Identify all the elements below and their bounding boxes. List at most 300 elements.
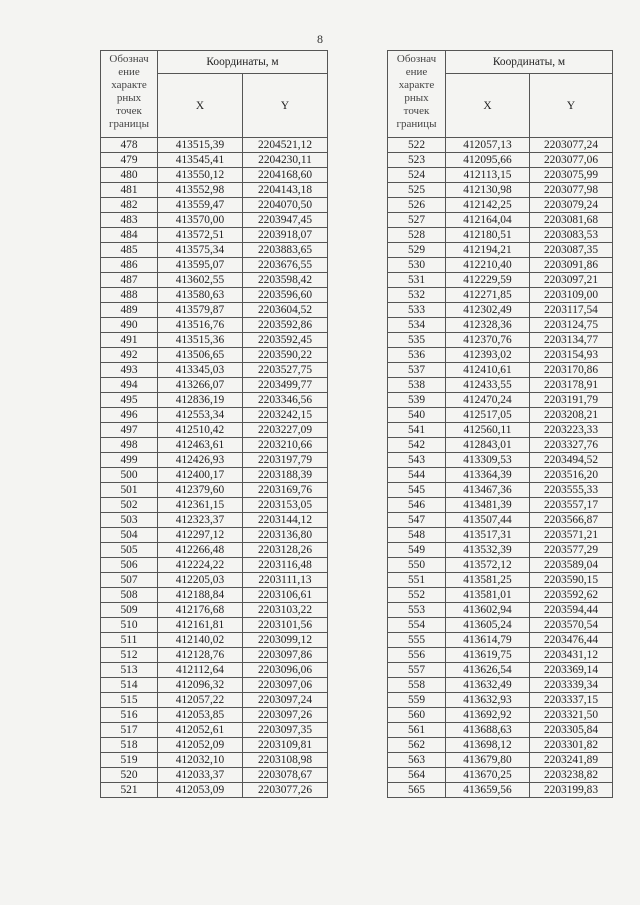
x-coordinate: 412836,19	[158, 393, 243, 408]
x-coordinate: 413670,25	[446, 768, 530, 783]
coordinates-header: Координаты, м	[446, 51, 613, 74]
x-coordinate: 413572,12	[446, 558, 530, 573]
x-coordinate: 413570,00	[158, 213, 243, 228]
point-number: 535	[388, 333, 446, 348]
x-coordinate: 413467,36	[446, 483, 530, 498]
x-coordinate: 413619,75	[446, 648, 530, 663]
x-coordinate: 413614,79	[446, 633, 530, 648]
table-row	[101, 213, 328, 228]
y-coordinate: 2203117,54	[530, 303, 613, 318]
point-number: 486	[101, 258, 158, 273]
x-coordinate: 413572,51	[158, 228, 243, 243]
y-coordinate: 2203241,89	[530, 753, 613, 768]
y-coordinate: 2203096,06	[243, 663, 328, 678]
y-coordinate: 2203223,33	[530, 423, 613, 438]
table-row	[388, 318, 613, 333]
table-row	[388, 453, 613, 468]
y-coordinate: 2203527,75	[243, 363, 328, 378]
y-coordinate: 2203081,68	[530, 213, 613, 228]
table-row	[101, 408, 328, 423]
point-number: 492	[101, 348, 158, 363]
x-coordinate: 412140,02	[158, 633, 243, 648]
point-number: 532	[388, 288, 446, 303]
point-number: 496	[101, 408, 158, 423]
table-row	[101, 483, 328, 498]
y-coordinate: 2203144,12	[243, 513, 328, 528]
point-number: 510	[101, 618, 158, 633]
point-number: 497	[101, 423, 158, 438]
y-coordinate: 2203097,24	[243, 693, 328, 708]
table-row	[388, 498, 613, 513]
y-coordinate: 2204521,12	[243, 138, 328, 153]
y-coordinate: 2203210,66	[243, 438, 328, 453]
y-coordinate: 2203101,56	[243, 618, 328, 633]
point-number: 480	[101, 168, 158, 183]
table-row	[101, 588, 328, 603]
x-coordinate: 412560,11	[446, 423, 530, 438]
point-number: 536	[388, 348, 446, 363]
point-number: 485	[101, 243, 158, 258]
y-coordinate: 2203570,54	[530, 618, 613, 633]
y-coordinate: 2203590,22	[243, 348, 328, 363]
table-row	[388, 588, 613, 603]
table-row	[388, 138, 613, 153]
point-number: 498	[101, 438, 158, 453]
y-coordinate: 2203327,76	[530, 438, 613, 453]
x-header: X	[446, 74, 530, 138]
point-number: 503	[101, 513, 158, 528]
coordinates-table-left	[100, 50, 328, 798]
table-row	[101, 423, 328, 438]
y-coordinate: 2203109,00	[530, 288, 613, 303]
y-coordinate: 2203153,05	[243, 498, 328, 513]
x-coordinate: 412224,22	[158, 558, 243, 573]
x-coordinate: 412229,59	[446, 273, 530, 288]
y-header: Y	[530, 74, 613, 138]
x-coordinate: 413579,87	[158, 303, 243, 318]
x-coordinate: 412463,61	[158, 438, 243, 453]
table-row	[388, 708, 613, 723]
point-number: 538	[388, 378, 446, 393]
y-coordinate: 2203097,26	[243, 708, 328, 723]
x-coordinate: 412052,61	[158, 723, 243, 738]
y-coordinate: 2203075,99	[530, 168, 613, 183]
x-coordinate: 412053,09	[158, 783, 243, 798]
point-number: 562	[388, 738, 446, 753]
y-coordinate: 2203431,12	[530, 648, 613, 663]
y-coordinate: 2203199,83	[530, 783, 613, 798]
y-coordinate: 2203598,42	[243, 273, 328, 288]
y-coordinate: 2203592,86	[243, 318, 328, 333]
table-row	[101, 153, 328, 168]
y-coordinate: 2203566,87	[530, 513, 613, 528]
y-coordinate: 2203087,35	[530, 243, 613, 258]
point-number: 509	[101, 603, 158, 618]
x-coordinate: 413515,39	[158, 138, 243, 153]
point-number: 558	[388, 678, 446, 693]
table-row	[101, 288, 328, 303]
point-number: 488	[101, 288, 158, 303]
point-number: 500	[101, 468, 158, 483]
y-coordinate: 2203097,06	[243, 678, 328, 693]
point-number: 559	[388, 693, 446, 708]
table-row	[388, 618, 613, 633]
x-coordinate: 413517,31	[446, 528, 530, 543]
table-row	[388, 468, 613, 483]
x-coordinate: 412470,24	[446, 393, 530, 408]
x-coordinate: 412130,98	[446, 183, 530, 198]
point-number: 483	[101, 213, 158, 228]
x-coordinate: 412271,85	[446, 288, 530, 303]
y-coordinate: 2203154,93	[530, 348, 613, 363]
designation-header	[388, 51, 446, 138]
point-number: 520	[101, 768, 158, 783]
y-coordinate: 2204143,18	[243, 183, 328, 198]
x-coordinate: 413559,47	[158, 198, 243, 213]
y-coordinate: 2203571,21	[530, 528, 613, 543]
table-row	[388, 648, 613, 663]
y-coordinate: 2203188,39	[243, 468, 328, 483]
point-number: 534	[388, 318, 446, 333]
point-number: 548	[388, 528, 446, 543]
x-coordinate: 412033,37	[158, 768, 243, 783]
x-coordinate: 412393,02	[446, 348, 530, 363]
x-coordinate: 412510,42	[158, 423, 243, 438]
y-coordinate: 2203124,75	[530, 318, 613, 333]
table-row	[388, 753, 613, 768]
x-coordinate: 413581,01	[446, 588, 530, 603]
point-number: 516	[101, 708, 158, 723]
x-coordinate: 413481,39	[446, 498, 530, 513]
y-coordinate: 2203108,98	[243, 753, 328, 768]
point-number: 515	[101, 693, 158, 708]
y-coordinate: 2203128,26	[243, 543, 328, 558]
y-coordinate: 2203321,50	[530, 708, 613, 723]
table-row	[101, 513, 328, 528]
table-row	[388, 153, 613, 168]
designation-header-lines	[397, 53, 437, 130]
x-coordinate: 413266,07	[158, 378, 243, 393]
table-row	[388, 633, 613, 648]
x-coordinate: 412328,36	[446, 318, 530, 333]
table-row	[101, 183, 328, 198]
point-number: 551	[388, 573, 446, 588]
x-coordinate: 412410,61	[446, 363, 530, 378]
designation-header-line: точек	[403, 105, 430, 117]
y-coordinate: 2203077,98	[530, 183, 613, 198]
table-row	[388, 768, 613, 783]
point-number: 541	[388, 423, 446, 438]
point-number: 493	[101, 363, 158, 378]
table-row	[388, 573, 613, 588]
y-coordinate: 2204070,50	[243, 198, 328, 213]
point-number: 547	[388, 513, 446, 528]
x-coordinate: 412400,17	[158, 468, 243, 483]
point-number: 499	[101, 453, 158, 468]
table-row	[388, 273, 613, 288]
table-row	[101, 438, 328, 453]
point-number: 518	[101, 738, 158, 753]
point-number: 529	[388, 243, 446, 258]
x-coordinate: 413679,80	[446, 753, 530, 768]
x-coordinate: 412053,85	[158, 708, 243, 723]
x-coordinate: 412205,03	[158, 573, 243, 588]
x-coordinate: 412180,51	[446, 228, 530, 243]
point-number: 479	[101, 153, 158, 168]
point-number: 557	[388, 663, 446, 678]
table-row	[388, 363, 613, 378]
table-row	[101, 708, 328, 723]
x-coordinate: 412176,68	[158, 603, 243, 618]
table-row	[101, 138, 328, 153]
y-coordinate: 2203494,52	[530, 453, 613, 468]
point-number: 545	[388, 483, 446, 498]
table-row	[101, 603, 328, 618]
x-coordinate: 413580,63	[158, 288, 243, 303]
y-coordinate: 2203676,55	[243, 258, 328, 273]
x-coordinate: 412194,21	[446, 243, 530, 258]
y-coordinate: 2203106,61	[243, 588, 328, 603]
x-coordinate: 412057,13	[446, 138, 530, 153]
y-coordinate: 2203116,48	[243, 558, 328, 573]
x-coordinate: 412128,76	[158, 648, 243, 663]
point-number: 565	[388, 783, 446, 798]
table-row	[101, 633, 328, 648]
x-coordinate: 413515,36	[158, 333, 243, 348]
table-row	[388, 558, 613, 573]
y-coordinate: 2203238,82	[530, 768, 613, 783]
point-number: 528	[388, 228, 446, 243]
point-number: 526	[388, 198, 446, 213]
table-row	[388, 543, 613, 558]
x-coordinate: 412517,05	[446, 408, 530, 423]
x-coordinate: 412361,15	[158, 498, 243, 513]
point-number: 554	[388, 618, 446, 633]
y-coordinate: 2203590,15	[530, 573, 613, 588]
x-coordinate: 413626,54	[446, 663, 530, 678]
point-number: 487	[101, 273, 158, 288]
x-coordinate: 413605,24	[446, 618, 530, 633]
x-coordinate: 413506,65	[158, 348, 243, 363]
designation-header-line: точек	[116, 105, 142, 117]
designation-header-line: Обознач	[396, 53, 437, 65]
table-row	[101, 228, 328, 243]
y-coordinate: 2203103,22	[243, 603, 328, 618]
table-row	[101, 378, 328, 393]
table-row	[388, 693, 613, 708]
y-coordinate: 2203305,84	[530, 723, 613, 738]
point-number: 560	[388, 708, 446, 723]
x-coordinate: 413581,25	[446, 573, 530, 588]
point-number: 506	[101, 558, 158, 573]
table-row	[388, 408, 613, 423]
table-row	[101, 573, 328, 588]
table-row	[101, 648, 328, 663]
x-coordinate: 413602,55	[158, 273, 243, 288]
y-coordinate: 2203516,20	[530, 468, 613, 483]
table-row	[101, 783, 328, 798]
designation-header-line: рных	[404, 92, 429, 104]
designation-header-line: ение	[405, 66, 428, 78]
point-number: 490	[101, 318, 158, 333]
y-coordinate: 2203097,35	[243, 723, 328, 738]
y-coordinate: 2203339,34	[530, 678, 613, 693]
y-coordinate: 2203083,53	[530, 228, 613, 243]
table-row	[388, 438, 613, 453]
x-coordinate: 412302,49	[446, 303, 530, 318]
x-coordinate: 413552,98	[158, 183, 243, 198]
point-number: 508	[101, 588, 158, 603]
y-coordinate: 2203077,06	[530, 153, 613, 168]
x-coordinate: 412266,48	[158, 543, 243, 558]
designation-header	[101, 51, 158, 138]
designation-header-line: границы	[109, 118, 149, 130]
point-number: 502	[101, 498, 158, 513]
table-row	[388, 783, 613, 798]
y-coordinate: 2203499,77	[243, 378, 328, 393]
point-number: 531	[388, 273, 446, 288]
x-coordinate: 413659,56	[446, 783, 530, 798]
y-coordinate: 2203555,33	[530, 483, 613, 498]
x-coordinate: 412553,34	[158, 408, 243, 423]
table-row	[388, 738, 613, 753]
table-row	[101, 393, 328, 408]
table-row	[388, 678, 613, 693]
table-row	[101, 753, 328, 768]
x-coordinate: 412057,22	[158, 693, 243, 708]
x-coordinate: 412032,10	[158, 753, 243, 768]
point-number: 552	[388, 588, 446, 603]
designation-header-lines	[109, 53, 149, 130]
x-coordinate: 413550,12	[158, 168, 243, 183]
table-row	[101, 663, 328, 678]
point-number: 537	[388, 363, 446, 378]
x-coordinate: 412426,93	[158, 453, 243, 468]
x-coordinate: 412297,12	[158, 528, 243, 543]
y-coordinate: 2203170,86	[530, 363, 613, 378]
y-coordinate: 2203099,12	[243, 633, 328, 648]
point-number: 524	[388, 168, 446, 183]
table-row	[388, 228, 613, 243]
point-number: 495	[101, 393, 158, 408]
x-coordinate: 412142,25	[446, 198, 530, 213]
table-row	[101, 618, 328, 633]
table-row	[388, 213, 613, 228]
x-coordinate: 412161,81	[158, 618, 243, 633]
x-coordinate: 413507,44	[446, 513, 530, 528]
x-coordinate: 413575,34	[158, 243, 243, 258]
table-row	[388, 378, 613, 393]
table-row	[101, 333, 328, 348]
table-row	[388, 483, 613, 498]
table-row	[388, 393, 613, 408]
table-row	[101, 528, 328, 543]
y-header: Y	[243, 74, 328, 138]
point-number: 561	[388, 723, 446, 738]
designation-header-line: границы	[396, 118, 437, 130]
point-number: 519	[101, 753, 158, 768]
x-coordinate: 413602,94	[446, 603, 530, 618]
table-row	[101, 318, 328, 333]
table-row	[388, 603, 613, 618]
point-number: 530	[388, 258, 446, 273]
x-coordinate: 412323,37	[158, 513, 243, 528]
y-coordinate: 2203109,81	[243, 738, 328, 753]
x-coordinate: 412052,09	[158, 738, 243, 753]
coordinates-header: Координаты, м	[158, 51, 328, 74]
x-coordinate: 413545,41	[158, 153, 243, 168]
point-number: 553	[388, 603, 446, 618]
y-coordinate: 2203178,91	[530, 378, 613, 393]
point-number: 478	[101, 138, 158, 153]
y-coordinate: 2203337,15	[530, 693, 613, 708]
table-row	[388, 333, 613, 348]
table-row	[101, 738, 328, 753]
x-coordinate: 413632,93	[446, 693, 530, 708]
y-coordinate: 2203594,44	[530, 603, 613, 618]
table-row	[388, 258, 613, 273]
designation-header-line: ение	[118, 66, 140, 78]
x-coordinate: 413698,12	[446, 738, 530, 753]
y-coordinate: 2203596,60	[243, 288, 328, 303]
x-coordinate: 413595,07	[158, 258, 243, 273]
y-coordinate: 2203077,26	[243, 783, 328, 798]
x-coordinate: 412370,76	[446, 333, 530, 348]
table-row	[388, 243, 613, 258]
point-number: 527	[388, 213, 446, 228]
y-coordinate: 2203134,77	[530, 333, 613, 348]
table-row	[101, 303, 328, 318]
point-number: 484	[101, 228, 158, 243]
y-coordinate: 2203136,80	[243, 528, 328, 543]
point-number: 523	[388, 153, 446, 168]
y-coordinate: 2203883,65	[243, 243, 328, 258]
x-coordinate: 412188,84	[158, 588, 243, 603]
point-number: 513	[101, 663, 158, 678]
table-row	[388, 348, 613, 363]
x-coordinate: 413688,63	[446, 723, 530, 738]
y-coordinate: 2203097,21	[530, 273, 613, 288]
point-number: 489	[101, 303, 158, 318]
coordinates-table-right	[387, 50, 613, 798]
y-coordinate: 2203918,07	[243, 228, 328, 243]
y-coordinate: 2203592,62	[530, 588, 613, 603]
table-body	[388, 138, 613, 798]
x-coordinate: 412843,01	[446, 438, 530, 453]
point-number: 533	[388, 303, 446, 318]
y-coordinate: 2203111,13	[243, 573, 328, 588]
y-coordinate: 2203097,86	[243, 648, 328, 663]
table-row	[101, 258, 328, 273]
point-number: 550	[388, 558, 446, 573]
y-coordinate: 2204230,11	[243, 153, 328, 168]
table-row	[388, 723, 613, 738]
designation-header-line: характе	[111, 79, 147, 91]
table-row	[101, 168, 328, 183]
y-coordinate: 2203346,56	[243, 393, 328, 408]
point-number: 556	[388, 648, 446, 663]
table-row	[388, 288, 613, 303]
x-coordinate: 412164,04	[446, 213, 530, 228]
y-coordinate: 2203227,09	[243, 423, 328, 438]
y-coordinate: 2203169,76	[243, 483, 328, 498]
table-row	[388, 168, 613, 183]
x-coordinate: 412095,66	[446, 153, 530, 168]
point-number: 501	[101, 483, 158, 498]
x-coordinate: 412379,60	[158, 483, 243, 498]
point-number: 514	[101, 678, 158, 693]
table-row	[388, 198, 613, 213]
